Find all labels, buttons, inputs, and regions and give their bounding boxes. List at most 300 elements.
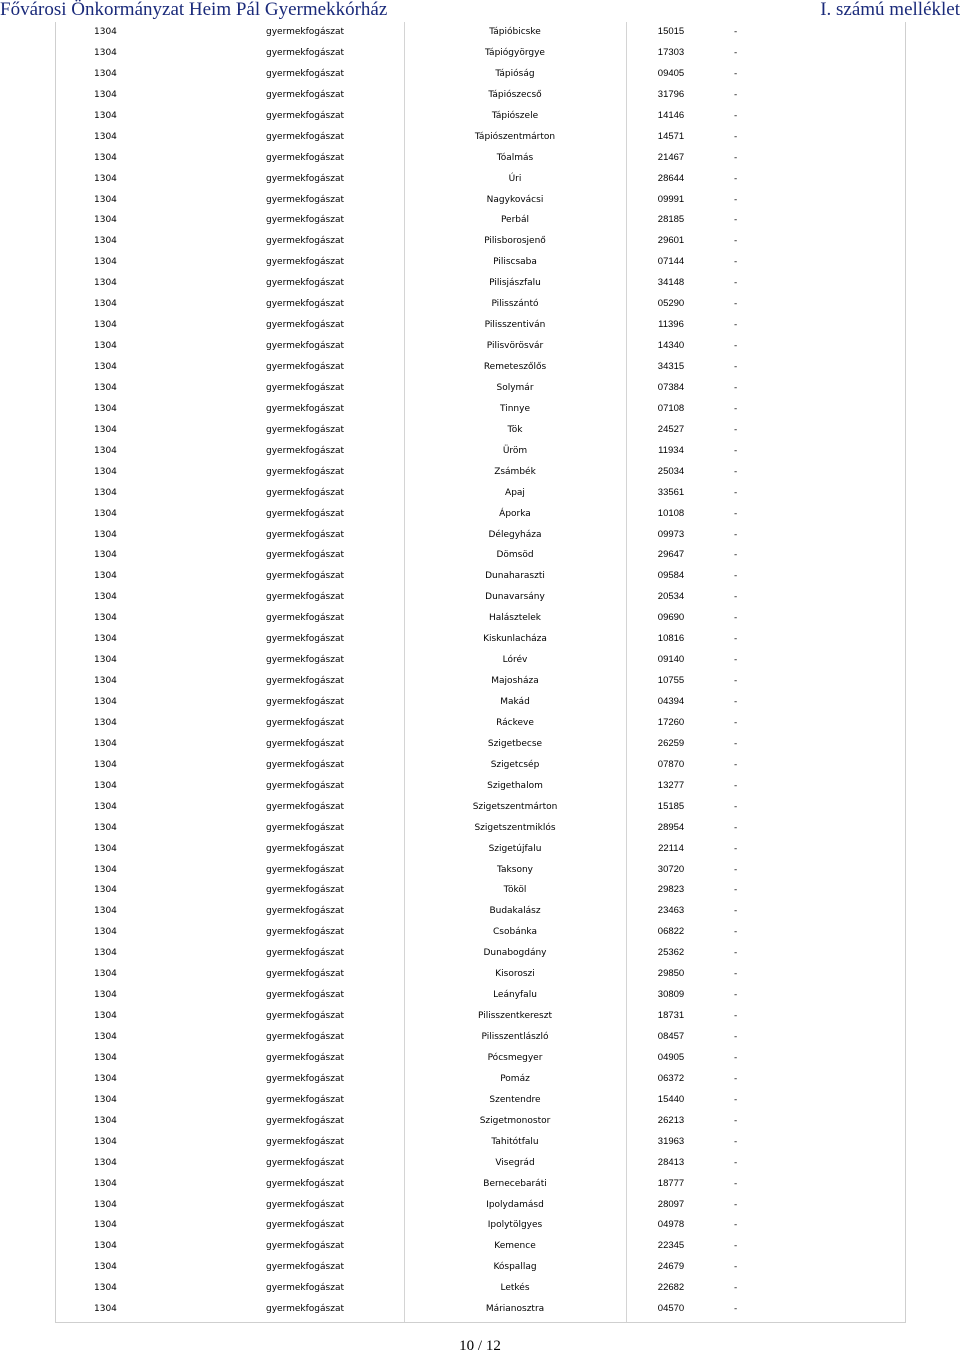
mark-cell: - (734, 89, 738, 100)
town-cell: Tápiógyörgye (485, 47, 545, 58)
zip-cell: 24679 (657, 1261, 685, 1273)
zip-cell: 31796 (657, 88, 685, 100)
specialty-cell: gyermekfogászat (266, 320, 344, 331)
town-cell: Pilisvörösvár (486, 341, 544, 352)
mark-cell: - (734, 341, 738, 352)
table-row (56, 106, 905, 127)
town-cell: Zsámbék (494, 466, 536, 477)
zip-cell: 22682 (657, 1282, 685, 1294)
code-cell: 1304 (94, 362, 117, 372)
town-cell: Kóspallag (493, 1262, 537, 1273)
town-cell: Apaj (505, 487, 525, 498)
mark-cell: - (734, 990, 738, 1001)
zip-cell: 22345 (657, 1240, 685, 1252)
table-row (56, 525, 905, 546)
code-cell: 1304 (94, 843, 117, 854)
mark-cell: - (734, 68, 738, 79)
specialty-cell: gyermekfogászat (266, 1032, 344, 1042)
zip-cell: 05290 (657, 298, 685, 310)
town-cell: Szentendre (489, 1094, 541, 1105)
zip-cell: 09405 (657, 67, 685, 79)
zip-cell: 09991 (657, 193, 685, 205)
code-cell: 1304 (94, 717, 117, 728)
district-table (56, 22, 905, 1320)
table-row (56, 734, 905, 755)
town-cell: Délegyháza (488, 529, 542, 540)
table-row (56, 420, 905, 441)
specialty-cell: gyermekfogászat (266, 1073, 344, 1084)
code-cell: 1304 (94, 320, 117, 331)
mark-cell: - (734, 131, 738, 142)
zip-cell: 29850 (657, 968, 685, 980)
specialty-cell: gyermekfogászat (266, 173, 344, 184)
specialty-cell: gyermekfogászat (266, 592, 344, 603)
mark-cell: - (734, 759, 738, 770)
town-cell: Dunavarsány (485, 592, 545, 603)
zip-cell: 23463 (657, 905, 685, 917)
table-row (56, 964, 905, 985)
table-row (56, 880, 905, 901)
specialty-cell: gyermekfogászat (266, 215, 344, 226)
mark-cell: - (734, 403, 738, 414)
mark-cell: - (734, 1241, 738, 1252)
table-row (56, 1174, 905, 1195)
mark-cell: - (734, 697, 738, 707)
code-cell: 1304 (94, 1262, 117, 1273)
town-cell: Pilisszántó (491, 299, 539, 310)
mark-cell: - (734, 257, 738, 268)
mark-cell: - (734, 1304, 738, 1315)
table-row (56, 587, 905, 608)
specialty-cell: gyermekfogászat (266, 759, 344, 770)
mark-cell: - (734, 592, 738, 603)
specialty-cell: gyermekfogászat (266, 948, 344, 959)
town-cell: Ráckeve (496, 717, 534, 728)
table-container (55, 22, 906, 1323)
mark-cell: - (734, 1283, 738, 1294)
town-cell: Ipolytölgyes (487, 1220, 543, 1231)
town-cell: Dunabogdány (483, 948, 547, 959)
zip-cell: 34315 (657, 361, 685, 372)
code-cell: 1304 (94, 68, 117, 79)
specialty-cell: gyermekfogászat (266, 1178, 344, 1189)
table-row (56, 504, 905, 525)
code-cell: 1304 (94, 341, 117, 352)
zip-cell: 28954 (657, 821, 685, 833)
page-header (0, 0, 960, 22)
table-row (56, 127, 905, 148)
code-cell: 1304 (94, 131, 117, 142)
table-row (56, 818, 905, 839)
town-cell: Majosháza (491, 676, 539, 687)
zip-cell: 26259 (657, 737, 685, 749)
mark-cell: - (734, 194, 738, 205)
table-row (56, 1132, 905, 1153)
table-row (56, 231, 905, 252)
specialty-cell: gyermekfogászat (266, 1052, 344, 1063)
mark-cell: - (734, 173, 738, 184)
mark-cell: - (734, 27, 738, 37)
table-row (56, 1027, 905, 1048)
mark-cell: - (734, 717, 738, 728)
zip-cell: 30720 (657, 863, 685, 875)
mark-cell: - (734, 801, 738, 812)
mark-cell: - (734, 655, 738, 666)
code-cell: 1304 (94, 1011, 117, 1022)
table-row (56, 483, 905, 504)
code-cell: 1304 (94, 969, 117, 980)
town-cell: Halásztelek (488, 613, 542, 624)
specialty-cell: gyermekfogászat (266, 927, 344, 938)
town-cell: Bernecebaráti (483, 1178, 547, 1189)
code-cell: 1304 (94, 697, 117, 707)
code-cell: 1304 (94, 445, 117, 456)
zip-cell: 22114 (658, 842, 684, 854)
mark-cell: - (734, 529, 738, 540)
zip-cell: 14571 (657, 130, 685, 142)
table-row (56, 85, 905, 106)
code-cell: 1304 (94, 1032, 117, 1042)
mark-cell: - (734, 780, 738, 791)
town-cell: Budakalász (489, 906, 541, 917)
mark-cell: - (734, 885, 738, 896)
zip-cell: 24527 (657, 423, 685, 435)
town-cell: Taksony (497, 864, 533, 875)
table-row (56, 922, 905, 943)
specialty-cell: gyermekfogászat (266, 68, 344, 79)
town-cell: Úri (508, 173, 522, 184)
table-row (56, 294, 905, 315)
specialty-cell: gyermekfogászat (266, 780, 344, 791)
zip-cell: 28097 (657, 1198, 685, 1210)
table-row (56, 608, 905, 629)
district-table-body (56, 22, 905, 1320)
zip-cell: 07870 (657, 758, 685, 770)
town-cell: Pilisszentlászló (481, 1032, 549, 1042)
town-cell: Üröm (502, 445, 528, 456)
table-row (56, 1278, 905, 1299)
code-cell: 1304 (94, 1136, 117, 1147)
table-row (56, 1257, 905, 1278)
mark-cell: - (734, 864, 738, 875)
table-row (56, 650, 905, 671)
town-cell: Szigethalom (487, 780, 543, 791)
table-row (56, 1236, 905, 1257)
zip-cell: 28644 (657, 172, 685, 184)
code-cell: 1304 (94, 257, 117, 268)
code-cell: 1304 (94, 487, 117, 498)
specialty-cell: gyermekfogászat (266, 717, 344, 728)
town-cell: Makád (500, 697, 530, 707)
town-cell: Tápióság (495, 68, 535, 79)
code-cell: 1304 (94, 1283, 117, 1294)
town-cell: Kemence (494, 1241, 536, 1252)
specialty-cell: gyermekfogászat (266, 655, 344, 666)
town-cell: Kiskunlacháza (483, 634, 547, 645)
mark-cell: - (734, 466, 738, 477)
mark-cell: - (734, 1011, 738, 1022)
code-cell: 1304 (94, 655, 117, 666)
mark-cell: - (734, 299, 738, 310)
zip-cell: 25034 (657, 465, 685, 477)
code-cell: 1304 (94, 382, 117, 393)
town-cell: Tápiószentmárton (474, 131, 556, 142)
zip-cell: 15185 (657, 800, 685, 812)
specialty-cell: gyermekfogászat (266, 382, 344, 393)
town-cell: Tóalmás (496, 152, 534, 163)
table-row (56, 1006, 905, 1027)
town-cell: Szigetszentmiklós (474, 822, 556, 833)
mark-cell: - (734, 487, 738, 498)
code-cell: 1304 (94, 885, 117, 896)
specialty-cell: gyermekfogászat (266, 613, 344, 624)
mark-cell: - (734, 948, 738, 959)
zip-cell: 28413 (657, 1156, 685, 1168)
code-cell: 1304 (94, 1157, 117, 1168)
zip-cell: 17260 (657, 716, 685, 728)
mark-cell: - (734, 676, 738, 687)
specialty-cell: gyermekfogászat (266, 341, 344, 352)
town-cell: Szigetbecse (487, 738, 543, 749)
code-cell: 1304 (94, 194, 117, 205)
mark-cell: - (734, 613, 738, 624)
zip-cell: 20534 (657, 591, 685, 603)
table-row (56, 566, 905, 587)
zip-cell: 29823 (657, 884, 685, 896)
zip-cell: 04394 (657, 696, 685, 707)
town-cell: Tahitótfalu (491, 1136, 539, 1147)
table-row (56, 1090, 905, 1111)
zip-cell: 04978 (657, 1219, 685, 1231)
specialty-cell: gyermekfogászat (266, 1011, 344, 1022)
institution-name: Fővárosi Önkormányzat Heim Pál Gyermekkórház (0, 0, 388, 20)
mark-cell: - (734, 1052, 738, 1063)
code-cell: 1304 (94, 906, 117, 917)
mark-cell: - (734, 110, 738, 121)
zip-cell: 14340 (657, 340, 685, 352)
table-row (56, 839, 905, 860)
mark-cell: - (734, 571, 738, 582)
town-cell: Szigetcsép (490, 759, 540, 770)
zip-cell: 15440 (657, 1093, 685, 1105)
mark-cell: - (734, 1094, 738, 1105)
code-cell: 1304 (94, 759, 117, 770)
code-cell: 1304 (94, 1178, 117, 1189)
code-cell: 1304 (94, 613, 117, 624)
specialty-cell: gyermekfogászat (266, 1262, 344, 1273)
specialty-cell: gyermekfogászat (266, 1283, 344, 1294)
town-cell: Nagykovácsi (486, 194, 544, 205)
table-row (56, 1299, 905, 1320)
specialty-cell: gyermekfogászat (266, 885, 344, 896)
mark-cell: - (734, 969, 738, 980)
zip-cell: 25362 (657, 947, 685, 959)
table-row (56, 1195, 905, 1216)
zip-cell: 28185 (657, 214, 685, 226)
specialty-cell: gyermekfogászat (266, 131, 344, 142)
code-cell: 1304 (94, 822, 117, 833)
code-cell: 1304 (94, 152, 117, 163)
table-row (56, 860, 905, 881)
town-cell: Szigetújfalu (488, 843, 542, 854)
zip-cell: 15015 (657, 26, 685, 37)
table-row (56, 148, 905, 169)
specialty-cell: gyermekfogászat (266, 27, 344, 37)
code-cell: 1304 (94, 990, 117, 1001)
town-cell: Pilisjászfalu (489, 278, 541, 289)
table-row (56, 776, 905, 797)
town-cell: Csobánka (493, 927, 537, 938)
specialty-cell: gyermekfogászat (266, 487, 344, 498)
code-cell: 1304 (94, 676, 117, 687)
specialty-cell: gyermekfogászat (266, 1115, 344, 1126)
town-cell: Tököl (503, 885, 527, 896)
mark-cell: - (734, 445, 738, 456)
code-cell: 1304 (94, 780, 117, 791)
table-row (56, 1153, 905, 1174)
code-cell: 1304 (94, 592, 117, 603)
mark-cell: - (734, 843, 738, 854)
mark-cell: - (734, 1073, 738, 1084)
specialty-cell: gyermekfogászat (266, 906, 344, 917)
code-cell: 1304 (94, 864, 117, 875)
zip-cell: 26213 (657, 1114, 685, 1126)
town-cell: Pilisszentiván (484, 320, 546, 331)
code-cell: 1304 (94, 236, 117, 247)
specialty-cell: gyermekfogászat (266, 1304, 344, 1315)
table-row (56, 943, 905, 964)
specialty-cell: gyermekfogászat (266, 738, 344, 749)
mark-cell: - (734, 1178, 738, 1189)
specialty-cell: gyermekfogászat (266, 676, 344, 687)
specialty-cell: gyermekfogászat (266, 1157, 344, 1168)
town-cell: Perbál (500, 215, 530, 226)
town-cell: Letkés (500, 1283, 530, 1294)
zip-cell: 10816 (657, 633, 685, 645)
code-cell: 1304 (94, 927, 117, 938)
zip-cell: 13277 (657, 779, 685, 791)
code-cell: 1304 (94, 1241, 117, 1252)
town-cell: Tápióbicske (489, 27, 541, 37)
town-cell: Lórév (502, 655, 528, 666)
town-cell: Márianosztra (485, 1304, 545, 1315)
code-cell: 1304 (94, 173, 117, 184)
code-cell: 1304 (94, 278, 117, 289)
zip-cell: 11934 (658, 444, 684, 456)
code-cell: 1304 (94, 424, 117, 435)
table-row (56, 64, 905, 85)
specialty-cell: gyermekfogászat (266, 550, 344, 561)
town-cell: Kisoroszi (495, 969, 535, 980)
specialty-cell: gyermekfogászat (266, 990, 344, 1001)
zip-cell: 04905 (657, 1051, 685, 1063)
table-row (56, 336, 905, 357)
specialty-cell: gyermekfogászat (266, 1241, 344, 1252)
town-cell: Pomáz (500, 1073, 530, 1084)
mark-cell: - (734, 382, 738, 393)
mark-cell: - (734, 822, 738, 833)
mark-cell: - (734, 738, 738, 749)
table-row (56, 1069, 905, 1090)
zip-cell: 10108 (657, 507, 685, 519)
mark-cell: - (734, 1115, 738, 1126)
table-row (56, 462, 905, 483)
specialty-cell: gyermekfogászat (266, 362, 344, 372)
specialty-cell: gyermekfogászat (266, 278, 344, 289)
specialty-cell: gyermekfogászat (266, 299, 344, 310)
town-cell: Solymár (496, 382, 534, 393)
code-cell: 1304 (94, 529, 117, 540)
town-cell: Visegrád (495, 1157, 535, 1168)
code-cell: 1304 (94, 1052, 117, 1063)
code-cell: 1304 (94, 948, 117, 959)
specialty-cell: gyermekfogászat (266, 403, 344, 414)
mark-cell: - (734, 215, 738, 226)
table-row (56, 713, 905, 734)
table-row (56, 692, 905, 713)
table-row (56, 797, 905, 818)
table-row (56, 378, 905, 399)
table-row (56, 357, 905, 378)
mark-cell: - (734, 550, 738, 561)
specialty-cell: gyermekfogászat (266, 89, 344, 100)
mark-cell: - (734, 508, 738, 519)
code-cell: 1304 (94, 1115, 117, 1126)
specialty-cell: gyermekfogászat (266, 697, 344, 707)
code-cell: 1304 (94, 1220, 117, 1231)
zip-cell: 09973 (657, 528, 685, 540)
zip-cell: 09690 (657, 612, 685, 624)
annex-label: I. számú melléklet (820, 0, 960, 20)
code-cell: 1304 (94, 466, 117, 477)
specialty-cell: gyermekfogászat (266, 1094, 344, 1105)
specialty-cell: gyermekfogászat (266, 822, 344, 833)
town-cell: Tápiószecső (488, 89, 542, 100)
code-cell: 1304 (94, 508, 117, 519)
specialty-cell: gyermekfogászat (266, 843, 344, 854)
town-cell: Szigetszentmárton (472, 801, 558, 812)
code-cell: 1304 (94, 27, 117, 37)
code-cell: 1304 (94, 403, 117, 414)
specialty-cell: gyermekfogászat (266, 236, 344, 247)
mark-cell: - (734, 320, 738, 331)
zip-cell: 10755 (657, 675, 685, 687)
zip-cell: 34148 (657, 277, 685, 289)
specialty-cell: gyermekfogászat (266, 801, 344, 812)
code-cell: 1304 (94, 1304, 117, 1315)
table-row (56, 399, 905, 420)
specialty-cell: gyermekfogászat (266, 1199, 344, 1210)
town-cell: Pócsmegyer (487, 1052, 543, 1063)
code-cell: 1304 (94, 634, 117, 645)
table-row (56, 629, 905, 650)
page-number: 10 / 12 (459, 1338, 501, 1354)
mark-cell: - (734, 1220, 738, 1231)
mark-cell: - (734, 1262, 738, 1273)
mark-cell: - (734, 152, 738, 163)
zip-cell: 04570 (657, 1303, 685, 1315)
zip-cell: 06822 (657, 926, 685, 938)
table-row (56, 22, 905, 43)
mark-cell: - (734, 424, 738, 435)
zip-cell: 33561 (657, 486, 685, 498)
zip-cell: 29647 (657, 549, 685, 561)
zip-cell: 30809 (657, 989, 685, 1001)
code-cell: 1304 (94, 1199, 117, 1210)
zip-cell: 31963 (657, 1135, 685, 1147)
zip-cell: 11396 (658, 319, 684, 331)
zip-cell: 18777 (657, 1177, 685, 1189)
